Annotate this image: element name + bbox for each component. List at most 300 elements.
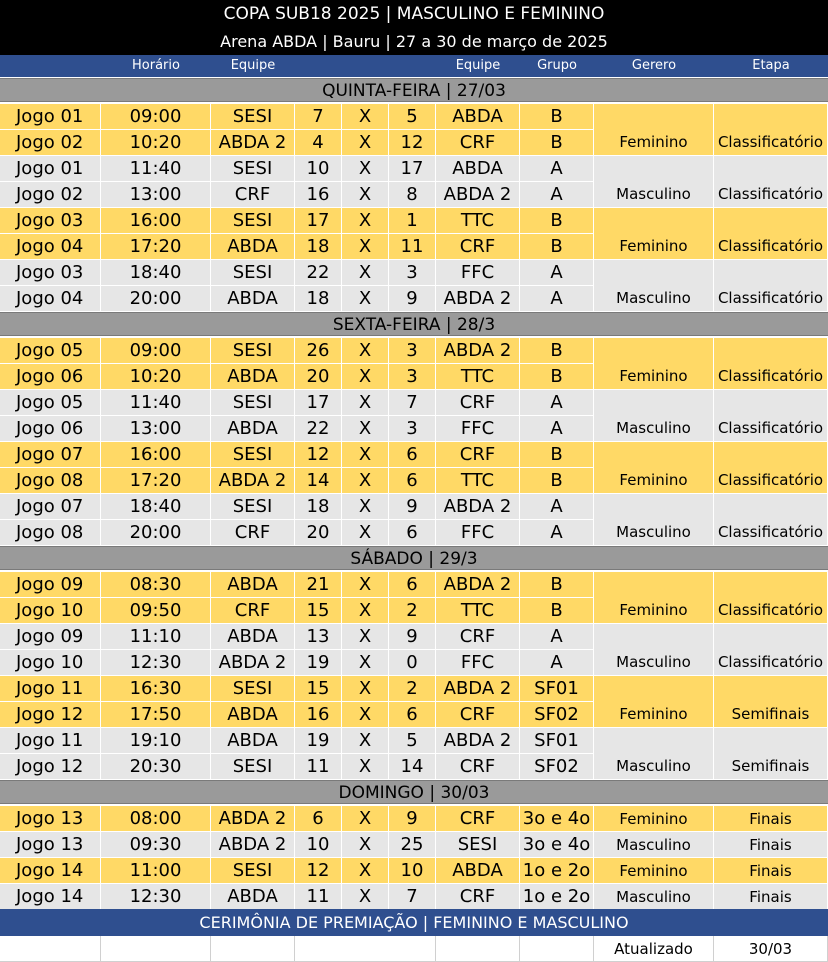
- game-number: Jogo 01: [0, 104, 101, 130]
- team-a: SESI: [211, 754, 295, 780]
- group: B: [520, 572, 594, 598]
- group: B: [520, 234, 594, 260]
- header-horario: Horário: [132, 58, 180, 73]
- team-b: CRF: [436, 884, 520, 910]
- stage-label: Classificatório: [717, 185, 824, 203]
- game-number: Jogo 07: [0, 442, 101, 468]
- group: B: [520, 468, 594, 494]
- game-time: 11:40: [101, 390, 211, 416]
- game-number: Jogo 12: [0, 702, 101, 728]
- stage-cell: [714, 832, 828, 858]
- group: B: [520, 364, 594, 390]
- stage-merged-cell: [714, 390, 828, 442]
- team-a: ABDA 2: [211, 130, 295, 156]
- gender-cell: [594, 832, 714, 858]
- versus-x: X: [342, 442, 389, 468]
- stage-merged-cell: [714, 572, 828, 624]
- score-a: 26: [295, 338, 342, 364]
- group: B: [520, 104, 594, 130]
- game-time: 08:30: [101, 572, 211, 598]
- group: A: [520, 182, 594, 208]
- score-a: 15: [295, 676, 342, 702]
- score-b: 25: [389, 832, 436, 858]
- team-b: TTC: [436, 598, 520, 624]
- versus-x: X: [342, 858, 389, 884]
- game-number: Jogo 10: [0, 650, 101, 676]
- gender-merged-cell: [594, 390, 714, 442]
- game-number: Jogo 09: [0, 572, 101, 598]
- stage-label: Semifinais: [731, 757, 810, 775]
- table-row: [0, 832, 828, 858]
- game-time: 16:00: [101, 208, 211, 234]
- team-a: ABDA: [211, 364, 295, 390]
- table-row: [0, 884, 828, 910]
- team-b: TTC: [436, 208, 520, 234]
- team-a: SESI: [211, 676, 295, 702]
- group: A: [520, 260, 594, 286]
- updated-label: Atualizado: [594, 936, 714, 962]
- game-number: Jogo 05: [0, 338, 101, 364]
- game-number: Jogo 03: [0, 260, 101, 286]
- day-header: DOMINGO | 30/03: [0, 780, 828, 804]
- score-b: 5: [389, 104, 436, 130]
- game-number: Jogo 12: [0, 754, 101, 780]
- versus-x: X: [342, 364, 389, 390]
- team-a: CRF: [211, 598, 295, 624]
- team-b: FFC: [436, 260, 520, 286]
- score-b: 3: [389, 260, 436, 286]
- group: A: [520, 520, 594, 546]
- footer-empty-cell: [211, 936, 295, 962]
- score-a: 12: [295, 858, 342, 884]
- versus-x: X: [342, 156, 389, 182]
- header-etapa: Etapa: [752, 58, 790, 73]
- game-time: 10:20: [101, 364, 211, 390]
- team-a: SESI: [211, 390, 295, 416]
- team-a: SESI: [211, 156, 295, 182]
- game-number: Jogo 01: [0, 156, 101, 182]
- gender-merged-cell: [594, 728, 714, 780]
- game-number: Jogo 03: [0, 208, 101, 234]
- score-b: 2: [389, 598, 436, 624]
- gender-merged-cell: [594, 676, 714, 728]
- footer-empty-cell: [520, 936, 594, 962]
- score-b: 14: [389, 754, 436, 780]
- score-a: 19: [295, 728, 342, 754]
- stage-label: Classificatório: [717, 653, 824, 671]
- group: SF02: [520, 702, 594, 728]
- versus-x: X: [342, 806, 389, 832]
- score-b: 11: [389, 234, 436, 260]
- game-number: Jogo 02: [0, 130, 101, 156]
- score-a: 18: [295, 494, 342, 520]
- stage-cell: [714, 884, 828, 910]
- gender-label: Feminino: [619, 862, 688, 880]
- game-number: Jogo 14: [0, 858, 101, 884]
- team-b: FFC: [436, 416, 520, 442]
- gender-merged-cell: [594, 494, 714, 546]
- game-time: 19:10: [101, 728, 211, 754]
- stage-label: Semifinais: [731, 705, 810, 723]
- score-a: 10: [295, 832, 342, 858]
- day-header: SEXTA-FEIRA | 28/3: [0, 312, 828, 336]
- versus-x: X: [342, 520, 389, 546]
- score-a: 20: [295, 520, 342, 546]
- team-a: CRF: [211, 520, 295, 546]
- team-b: CRF: [436, 806, 520, 832]
- team-b: TTC: [436, 468, 520, 494]
- team-b: CRF: [436, 442, 520, 468]
- group: B: [520, 208, 594, 234]
- score-b: 0: [389, 650, 436, 676]
- page-title: COPA SUB18 2025 | MASCULINO E FEMININO: [0, 0, 828, 28]
- team-a: ABDA 2: [211, 806, 295, 832]
- stage-merged-cell: [714, 208, 828, 260]
- stage-merged-cell: [714, 728, 828, 780]
- gender-merged-cell: [594, 442, 714, 494]
- team-a: ABDA 2: [211, 650, 295, 676]
- gender-label: Feminino: [619, 601, 688, 619]
- stage-label: Finais: [749, 836, 792, 854]
- group: A: [520, 390, 594, 416]
- game-time: 20:00: [101, 520, 211, 546]
- updated-value: 30/03: [714, 936, 828, 962]
- game-time: 10:20: [101, 130, 211, 156]
- day-header: SÁBADO | 29/3: [0, 546, 828, 570]
- versus-x: X: [342, 390, 389, 416]
- versus-x: X: [342, 832, 389, 858]
- score-a: 19: [295, 650, 342, 676]
- team-a: ABDA: [211, 702, 295, 728]
- game-number: Jogo 07: [0, 494, 101, 520]
- gender-label: Masculino: [616, 419, 691, 437]
- game-time: 12:30: [101, 650, 211, 676]
- team-a: SESI: [211, 338, 295, 364]
- game-time: 13:00: [101, 182, 211, 208]
- team-b: ABDA 2: [436, 494, 520, 520]
- group: SF01: [520, 676, 594, 702]
- score-a: 14: [295, 468, 342, 494]
- group: A: [520, 624, 594, 650]
- gender-label: Feminino: [619, 705, 688, 723]
- versus-x: X: [342, 182, 389, 208]
- versus-x: X: [342, 104, 389, 130]
- team-b: TTC: [436, 364, 520, 390]
- team-b: CRF: [436, 234, 520, 260]
- team-b: SESI: [436, 832, 520, 858]
- game-time: 13:00: [101, 416, 211, 442]
- gender-cell: [594, 806, 714, 832]
- game-time: 09:00: [101, 104, 211, 130]
- score-b: 3: [389, 416, 436, 442]
- team-a: ABDA: [211, 572, 295, 598]
- game-number: Jogo 06: [0, 364, 101, 390]
- gender-label: Masculino: [616, 653, 691, 671]
- game-time: 17:20: [101, 468, 211, 494]
- column-header-row: [0, 55, 828, 77]
- stage-label: Classificatório: [717, 289, 824, 307]
- team-b: ABDA: [436, 858, 520, 884]
- versus-x: X: [342, 702, 389, 728]
- footer-row: [0, 936, 828, 962]
- score-b: 17: [389, 156, 436, 182]
- score-a: 6: [295, 806, 342, 832]
- game-number: Jogo 11: [0, 728, 101, 754]
- group: 1o e 2o: [520, 884, 594, 910]
- stage-merged-cell: [714, 156, 828, 208]
- score-a: 11: [295, 884, 342, 910]
- score-b: 9: [389, 624, 436, 650]
- score-a: 7: [295, 104, 342, 130]
- team-b: ABDA 2: [436, 572, 520, 598]
- score-a: 4: [295, 130, 342, 156]
- versus-x: X: [342, 754, 389, 780]
- team-a: SESI: [211, 442, 295, 468]
- stage-label: Finais: [749, 810, 792, 828]
- game-time: 11:10: [101, 624, 211, 650]
- gender-label: Feminino: [619, 367, 688, 385]
- gender-label: Masculino: [616, 523, 691, 541]
- game-time: 18:40: [101, 494, 211, 520]
- gender-label: Masculino: [616, 836, 691, 854]
- versus-x: X: [342, 494, 389, 520]
- game-time: 12:30: [101, 884, 211, 910]
- stage-label: Classificatório: [717, 601, 824, 619]
- gender-label: Masculino: [616, 185, 691, 203]
- score-b: 6: [389, 442, 436, 468]
- group: A: [520, 416, 594, 442]
- stage-label: Classificatório: [717, 133, 824, 151]
- team-b: FFC: [436, 520, 520, 546]
- team-b: ABDA 2: [436, 338, 520, 364]
- group: B: [520, 130, 594, 156]
- gender-merged-cell: [594, 104, 714, 156]
- game-time: 20:30: [101, 754, 211, 780]
- team-a: CRF: [211, 182, 295, 208]
- game-time: 11:40: [101, 156, 211, 182]
- stage-label: Finais: [749, 862, 792, 880]
- team-b: ABDA 2: [436, 286, 520, 312]
- score-b: 6: [389, 468, 436, 494]
- score-a: 15: [295, 598, 342, 624]
- gender-label: Feminino: [619, 810, 688, 828]
- gender-merged-cell: [594, 156, 714, 208]
- game-number: Jogo 06: [0, 416, 101, 442]
- header-grupo: Grupo: [537, 58, 577, 73]
- versus-x: X: [342, 234, 389, 260]
- stage-cell: [714, 806, 828, 832]
- page-subtitle: Arena ABDA | Bauru | 27 a 30 de março de 2025: [0, 28, 828, 55]
- team-a: ABDA: [211, 416, 295, 442]
- team-b: FFC: [436, 650, 520, 676]
- gender-label: Masculino: [616, 757, 691, 775]
- game-time: 11:00: [101, 858, 211, 884]
- score-b: 6: [389, 702, 436, 728]
- header-equipe-a: Equipe: [230, 58, 276, 73]
- game-number: Jogo 09: [0, 624, 101, 650]
- gender-merged-cell: [594, 572, 714, 624]
- score-a: 12: [295, 442, 342, 468]
- gender-label: Feminino: [619, 133, 688, 151]
- versus-x: X: [342, 260, 389, 286]
- game-number: Jogo 04: [0, 234, 101, 260]
- group: A: [520, 286, 594, 312]
- team-a: ABDA: [211, 624, 295, 650]
- score-a: 16: [295, 182, 342, 208]
- team-b: CRF: [436, 702, 520, 728]
- score-a: 21: [295, 572, 342, 598]
- score-b: 5: [389, 728, 436, 754]
- game-time: 16:30: [101, 676, 211, 702]
- stage-label: Classificatório: [717, 471, 824, 489]
- group: SF02: [520, 754, 594, 780]
- table-row: [0, 806, 828, 832]
- score-a: 18: [295, 234, 342, 260]
- score-b: 12: [389, 130, 436, 156]
- footer-empty-cell: [0, 936, 101, 962]
- stage-label: Classificatório: [717, 419, 824, 437]
- versus-x: X: [342, 650, 389, 676]
- game-number: Jogo 04: [0, 286, 101, 312]
- score-b: 9: [389, 494, 436, 520]
- stage-merged-cell: [714, 624, 828, 676]
- group: B: [520, 338, 594, 364]
- versus-x: X: [342, 208, 389, 234]
- versus-x: X: [342, 884, 389, 910]
- stage-merged-cell: [714, 676, 828, 728]
- score-b: 3: [389, 338, 436, 364]
- group: B: [520, 598, 594, 624]
- footer-empty-cell: [295, 936, 436, 962]
- score-b: 3: [389, 364, 436, 390]
- game-number: Jogo 02: [0, 182, 101, 208]
- group: A: [520, 650, 594, 676]
- gender-label: Feminino: [619, 471, 688, 489]
- versus-x: X: [342, 338, 389, 364]
- team-b: ABDA 2: [436, 182, 520, 208]
- score-a: 22: [295, 416, 342, 442]
- score-b: 9: [389, 286, 436, 312]
- team-a: SESI: [211, 208, 295, 234]
- stage-label: Classificatório: [717, 367, 824, 385]
- score-a: 18: [295, 286, 342, 312]
- score-a: 22: [295, 260, 342, 286]
- team-b: CRF: [436, 624, 520, 650]
- team-a: SESI: [211, 104, 295, 130]
- group: 3o e 4o: [520, 806, 594, 832]
- game-time: 09:50: [101, 598, 211, 624]
- stage-merged-cell: [714, 260, 828, 312]
- footer-empty-cell: [436, 936, 520, 962]
- score-a: 20: [295, 364, 342, 390]
- versus-x: X: [342, 468, 389, 494]
- game-number: Jogo 10: [0, 598, 101, 624]
- game-number: Jogo 13: [0, 806, 101, 832]
- game-time: 09:00: [101, 338, 211, 364]
- score-a: 17: [295, 208, 342, 234]
- team-a: SESI: [211, 260, 295, 286]
- score-b: 8: [389, 182, 436, 208]
- game-time: 17:50: [101, 702, 211, 728]
- gender-label: Masculino: [616, 888, 691, 906]
- group: 1o e 2o: [520, 858, 594, 884]
- game-time: 08:00: [101, 806, 211, 832]
- score-b: 7: [389, 390, 436, 416]
- team-a: SESI: [211, 494, 295, 520]
- gender-merged-cell: [594, 624, 714, 676]
- game-time: 18:40: [101, 260, 211, 286]
- gender-merged-cell: [594, 208, 714, 260]
- game-time: 16:00: [101, 442, 211, 468]
- header-equipe-b: Equipe: [455, 58, 501, 73]
- gender-label: Masculino: [616, 289, 691, 307]
- game-time: 17:20: [101, 234, 211, 260]
- game-number: Jogo 11: [0, 676, 101, 702]
- footer-empty-cell: [101, 936, 211, 962]
- team-b: CRF: [436, 390, 520, 416]
- versus-x: X: [342, 624, 389, 650]
- team-a: ABDA 2: [211, 832, 295, 858]
- score-a: 10: [295, 156, 342, 182]
- team-b: ABDA 2: [436, 676, 520, 702]
- team-b: ABDA: [436, 104, 520, 130]
- score-b: 1: [389, 208, 436, 234]
- header-genero: Gerero: [631, 58, 677, 73]
- score-b: 7: [389, 884, 436, 910]
- stage-label: Classificatório: [717, 237, 824, 255]
- group: B: [520, 442, 594, 468]
- team-a: ABDA 2: [211, 468, 295, 494]
- score-b: 6: [389, 572, 436, 598]
- game-number: Jogo 08: [0, 468, 101, 494]
- gender-label: Feminino: [619, 237, 688, 255]
- versus-x: X: [342, 728, 389, 754]
- team-a: ABDA: [211, 234, 295, 260]
- game-number: Jogo 14: [0, 884, 101, 910]
- stage-label: Finais: [749, 888, 792, 906]
- group: A: [520, 156, 594, 182]
- team-a: ABDA: [211, 728, 295, 754]
- score-a: 17: [295, 390, 342, 416]
- team-b: CRF: [436, 754, 520, 780]
- team-b: ABDA 2: [436, 728, 520, 754]
- versus-x: X: [342, 130, 389, 156]
- team-a: ABDA: [211, 884, 295, 910]
- gender-merged-cell: [594, 338, 714, 390]
- stage-merged-cell: [714, 104, 828, 156]
- stage-merged-cell: [714, 442, 828, 494]
- versus-x: X: [342, 598, 389, 624]
- score-a: 16: [295, 702, 342, 728]
- team-a: SESI: [211, 858, 295, 884]
- score-a: 11: [295, 754, 342, 780]
- day-header: QUINTA-FEIRA | 27/03: [0, 78, 828, 102]
- group: 3o e 4o: [520, 832, 594, 858]
- versus-x: X: [342, 286, 389, 312]
- gender-merged-cell: [594, 260, 714, 312]
- gender-cell: [594, 858, 714, 884]
- score-b: 6: [389, 520, 436, 546]
- game-time: 20:00: [101, 286, 211, 312]
- stage-label: Classificatório: [717, 523, 824, 541]
- game-number: Jogo 05: [0, 390, 101, 416]
- team-b: CRF: [436, 130, 520, 156]
- score-b: 10: [389, 858, 436, 884]
- group: A: [520, 494, 594, 520]
- score-b: 9: [389, 806, 436, 832]
- versus-x: X: [342, 416, 389, 442]
- team-b: ABDA: [436, 156, 520, 182]
